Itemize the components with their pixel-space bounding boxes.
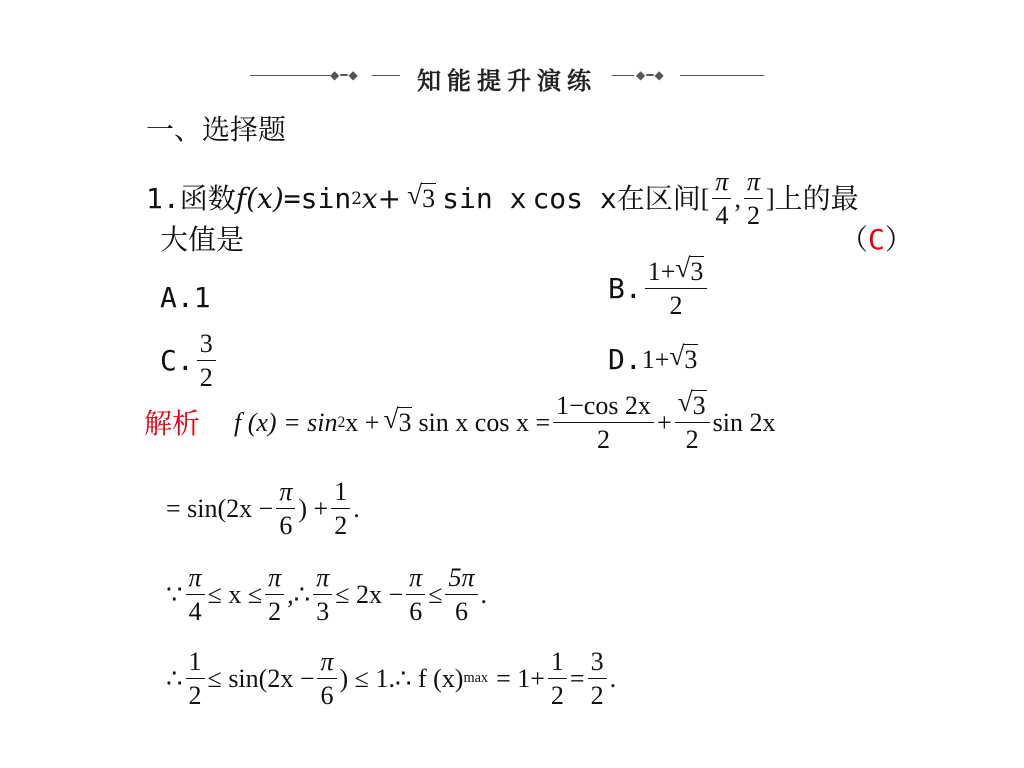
option-value: 1 [193, 281, 211, 314]
radical-icon: √ [675, 253, 691, 283]
fraction: $\frac{1-\cos 2x}{2}$ [553, 392, 654, 454]
divider-line [612, 75, 634, 76]
stem-text: 上的最 [774, 181, 859, 215]
stem-text: 在区间 [616, 181, 701, 215]
fraction: $\frac{\pi}{2}$ [265, 564, 284, 626]
option-label: D. [608, 343, 642, 376]
stem-function: f(x) [235, 181, 284, 215]
option-label: B. [608, 271, 642, 305]
option-d [608, 341, 698, 376]
fraction: $\frac{3}{2}$ [588, 648, 607, 710]
stem-exponent: 2 [351, 188, 362, 209]
divider-line [680, 75, 764, 76]
divider-line [372, 75, 400, 76]
option-b [608, 253, 710, 321]
solution-line-1: f (x) = sin 2 x + √ 3 sin x cos x = $\frac{1-\cos 2x}{2}$ + √ 3 2 sin 2x [234, 387, 776, 455]
fraction: $\frac{\pi}{4}$ [712, 168, 731, 230]
stem-expr: x+ [361, 181, 402, 215]
stem-expr: cos x [532, 181, 617, 215]
option-c [160, 330, 219, 392]
solution-line-2: = sin(2x − $\frac{\pi}{6}$ ) + $\frac{1}{2}$ . [166, 477, 360, 541]
fraction: $\frac{1}{2}$ [331, 478, 350, 540]
section-banner [250, 56, 764, 96]
divider-line [250, 75, 330, 76]
answer-slot: （C） [840, 223, 913, 256]
radical-icon: √ [383, 403, 399, 434]
fraction: $\frac{1}{2}$ [186, 648, 205, 710]
solution-line-3: ∵ $\frac{\pi}{4}$ ≤ x ≤ $\frac{\pi}{2}$ ,∴ $\frac{\pi}{3}$ ≤ 2x − $\frac{\pi}{6}$ ≤ $\frac{5\pi}{6}$ . [166, 563, 488, 627]
interval-bracket: [ [700, 183, 710, 213]
ornament-icon: ◆━◆ [636, 68, 665, 82]
option-label: C. [160, 343, 194, 377]
answer-letter: C [868, 223, 885, 256]
fraction: 1+ √ 3 2 [645, 258, 708, 320]
stem-expr: =sin [283, 181, 352, 215]
interval-comma: , [734, 183, 741, 213]
option-value: 1+ √ 3 [641, 341, 698, 374]
radical-icon: √ [669, 341, 685, 371]
fraction: √ 3 2 [675, 392, 710, 454]
option-label: A. [160, 281, 194, 314]
stem-text: 函数 [179, 181, 236, 215]
fraction: $\frac{\pi}{6}$ [406, 564, 425, 626]
fraction: $\frac{5\pi}{6}$ [445, 564, 477, 626]
sqrt-expression: √ 3 [407, 179, 436, 213]
solution-line-4: ∴ $\frac{1}{2}$ ≤ sin(2x − $\frac{\pi}{6}$ ) ≤ 1.∴ f (x) max = 1+ $\frac{1}{2}$ = $\frac{3}{2}$ . [166, 647, 617, 711]
fraction: $\frac{\pi}{6}$ [317, 648, 336, 710]
ornament-icon: ◆━◆ [330, 68, 359, 82]
interval-bracket: ] [765, 183, 775, 213]
radical-icon: √ [677, 387, 693, 417]
stem-expr: sin x [442, 181, 527, 215]
fraction: $\frac{1}{2}$ [548, 648, 567, 710]
question-stem-continued: 大值是 [160, 223, 245, 256]
fraction: $\frac{3}{2}$ [197, 330, 216, 392]
question-number: 1. [146, 181, 180, 215]
option-a [160, 281, 211, 314]
question-stem [146, 168, 859, 230]
fraction: $\frac{\pi}{6}$ [276, 478, 295, 540]
fraction: $\frac{\pi}{4}$ [186, 564, 205, 626]
radical-icon: √ [407, 179, 423, 210]
fraction: $\frac{\pi}{3}$ [313, 564, 332, 626]
solution-label: 解析 [144, 407, 201, 440]
sqrt-expression: √ 3 [383, 403, 412, 437]
fraction: $\frac{\pi}{2}$ [744, 168, 763, 230]
banner-title: 知能提升演练 [417, 66, 597, 95]
section-heading: 一、选择题 [146, 113, 287, 146]
